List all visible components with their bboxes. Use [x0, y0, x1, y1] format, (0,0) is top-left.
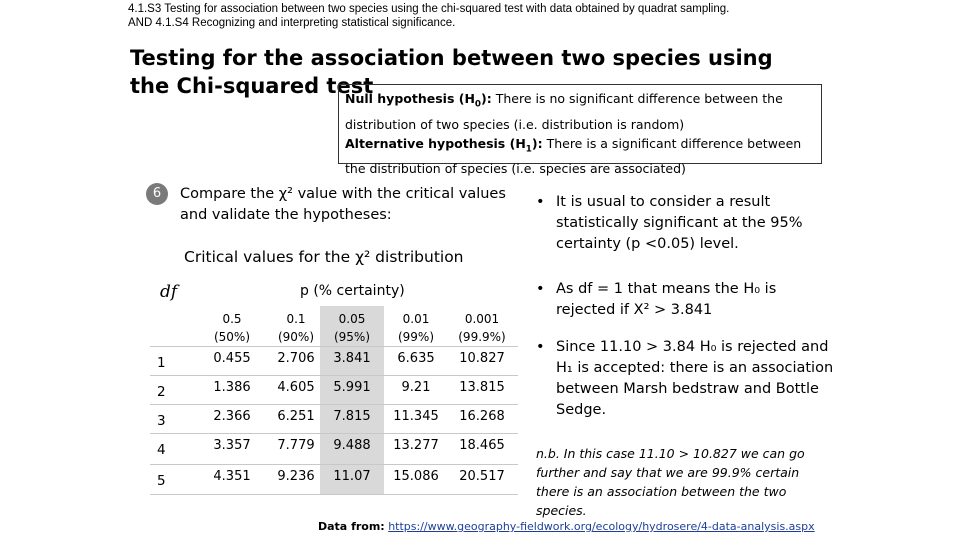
p-value: 0.1: [286, 312, 306, 326]
p-value: 0.05: [338, 312, 366, 326]
table-title: Critical values for the χ² distribution: [184, 248, 464, 266]
table-row-divider: [150, 375, 518, 376]
spec-line-2: AND 4.1.S4 Recognizing and interpreting statistical significance.: [128, 17, 456, 29]
p-value: 0.001: [464, 312, 500, 326]
critical-value-cell: 7.779: [277, 438, 315, 453]
critical-value-cell: 6.251: [277, 409, 315, 424]
source-label: Data from:: [318, 520, 385, 533]
p-header-column: [200, 310, 264, 346]
p-value: 0.01: [402, 312, 430, 326]
critical-value-cell: 18.465: [459, 438, 505, 453]
p-header-column: [320, 310, 384, 346]
df-value: 5: [157, 473, 166, 489]
data-source: [318, 520, 815, 533]
null-hypothesis: [345, 89, 815, 134]
critical-value-cell: 16.268: [459, 409, 505, 424]
p-header-column: [264, 310, 328, 346]
spec-line-1: 4.1.S3 Testing for association between two species using the chi-squared test with data obtained by quadrat sampling.: [128, 3, 730, 15]
critical-value-cell: 5.991: [333, 380, 371, 395]
critical-value-cell: 9.488: [333, 438, 371, 453]
alternative-hypothesis: [345, 134, 815, 179]
bullet-text: As df = 1 that means the H₀ is rejected if X² > 3.841: [556, 281, 777, 318]
critical-value-cell: 3.357: [213, 438, 251, 453]
critical-value-cell: 2.706: [277, 351, 315, 366]
p-header-column: [384, 310, 448, 346]
critical-value-cell: 13.277: [393, 438, 439, 453]
alternative-hypothesis-label: Alternative hypothesis $(H_1)$:: [345, 135, 543, 154]
p-header-column: [450, 310, 514, 346]
bullet-text: It is usual to consider a result statistically significant at the 95% certainty (p <0.05) level.: [556, 194, 803, 252]
table-row-divider: [150, 346, 518, 347]
df-value: 4: [157, 442, 166, 458]
p-percentage: (99%): [397, 330, 435, 344]
p-value: 0.5: [222, 312, 242, 326]
bullet-marker: •: [536, 339, 545, 355]
critical-value-cell: 11.345: [393, 409, 439, 424]
df-value: 1: [157, 355, 166, 371]
p-percentage: (95%): [333, 330, 371, 344]
p-column-group-header: p (% certainty): [300, 283, 405, 299]
critical-value-cell: 11.07: [333, 469, 371, 484]
critical-value-cell: 2.366: [213, 409, 251, 424]
critical-value-cell: 1.386: [213, 380, 251, 395]
critical-value-cell: 9.236: [277, 469, 315, 484]
df-column-header: df: [160, 282, 178, 302]
hypotheses-box: [338, 84, 822, 176]
df-value: 2: [157, 384, 166, 400]
critical-value-cell: 3.841: [333, 351, 371, 366]
table-row-divider: [150, 404, 518, 405]
spec-reference: [128, 2, 729, 30]
alternative-hypothesis-text: There is a significant difference between the distribution of species (i.e. species are associated): [345, 135, 802, 176]
bullet-marker: •: [536, 281, 545, 297]
table-row-divider: [150, 433, 518, 434]
p-percentage: (90%): [277, 330, 315, 344]
step-instruction: Compare the χ² value with the critical values and validate the hypotheses:: [180, 186, 506, 223]
p-percentage: (99.9%): [458, 330, 506, 344]
critical-value-cell: 6.635: [397, 351, 435, 366]
df-value: 3: [157, 413, 166, 429]
critical-value-cell: 10.827: [459, 351, 505, 366]
bullet-marker: •: [536, 194, 545, 210]
source-link[interactable]: https://www.geography-fieldwork.org/ecology/hydrosere/4-data-analysis.aspx: [388, 520, 815, 533]
critical-value-cell: 0.455: [213, 351, 251, 366]
critical-value-cell: 15.086: [393, 469, 439, 484]
bullet-text: Since 11.10 > 3.84 H₀ is rejected and H₁ is accepted: there is an association between Marsh bedstraw and Bottle Sedge.: [556, 339, 834, 418]
null-hypothesis-text: There is no significant difference between the distribution of two species (i.e. distribution is random): [345, 91, 783, 132]
null-hypothesis-label: Null hypothesis $(H_0)$:: [345, 91, 492, 110]
critical-value-cell: 20.517: [459, 469, 505, 484]
p-percentage: (50%): [213, 330, 251, 344]
critical-value-cell: 4.605: [277, 380, 315, 395]
critical-value-cell: 13.815: [459, 380, 505, 395]
critical-value-cell: 7.815: [333, 409, 371, 424]
slide-title: Testing for the association between two species using the Chi-squared test: [130, 46, 773, 98]
table-row-divider: [150, 494, 518, 495]
table-row-divider: [150, 464, 518, 465]
critical-value-cell: 4.351: [213, 469, 251, 484]
note-text: n.b. In this case 11.10 > 10.827 we can go further and say that we are 99.9% certain there is an association between the two species.: [536, 446, 805, 518]
critical-value-cell: 9.21: [401, 380, 431, 395]
step-number-badge: 6: [146, 183, 168, 205]
